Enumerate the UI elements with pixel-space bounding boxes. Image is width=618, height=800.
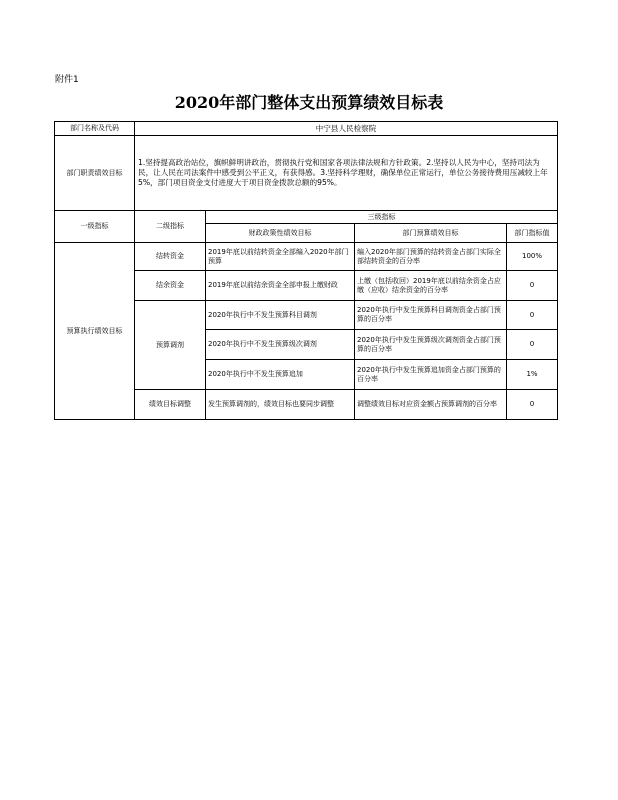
- value-cell: 1%: [507, 360, 558, 390]
- dept-row: [55, 122, 558, 136]
- policy-cell: 2020年执行中不发生预算科目调剂: [206, 301, 355, 330]
- budget-cell: 2020年执行中发生预算级次调剂资金占部门预算的百分率: [355, 330, 507, 360]
- performance-table: [54, 121, 558, 420]
- value-cell: 100%: [507, 243, 558, 271]
- budget-cell: 2020年执行中发生预算追加资金占部门预算的百分率: [355, 360, 507, 390]
- budget-cell: 2020年执行中发生预算科目调剂资金占部门预算的百分率: [355, 301, 507, 330]
- table-row: [55, 243, 558, 271]
- policy-cell: 2020年执行中不发生预算级次调剂: [206, 330, 355, 360]
- level3-header: 三级指标: [206, 211, 558, 224]
- policy-cell: 发生预算调剂的，绩效目标也要同步调整: [206, 390, 355, 420]
- policy-cell: 2019年底以前结转资金全部编入2020年部门预算: [206, 243, 355, 271]
- budget-cell: 上缴（包括收回）2019年底以前结余资金占应缴（应收）结余资金的百分率: [355, 271, 507, 301]
- policy-header: 财政政策性绩效目标: [206, 224, 355, 243]
- level2-cell: 绩效目标调整: [135, 390, 206, 420]
- value-cell: 0: [507, 390, 558, 420]
- budget-cell: 编入2020年部门预算的结转资金占部门实际全部结转资金的百分率: [355, 243, 507, 271]
- header-row-1: [55, 211, 558, 224]
- budget-header: 部门预算绩效目标: [355, 224, 507, 243]
- value-cell: 0: [507, 271, 558, 301]
- value-cell: 0: [507, 301, 558, 330]
- level2-cell: 结转资金: [135, 243, 206, 271]
- level1-header: 一级指标: [55, 211, 135, 243]
- level2-cell: 结余资金: [135, 271, 206, 301]
- duty-row: [55, 136, 558, 211]
- attachment-label: 附件1: [55, 75, 79, 85]
- duty-label: 部门职责绩效目标: [55, 136, 135, 211]
- duty-text: 1.坚持提高政治站位，旗帜鲜明讲政治，贯彻执行党和国家各项法律法规和方针政策。2.坚持以人民为中心，坚持司法为民，让人民在司法案件中感受到公平正义，有获得感。3.坚持科学理财，确保单位正常运行，单位公务接待费用压减较上年5%，部门项目资金支付进度大于项目资金拨款总额的95%。: [135, 136, 558, 211]
- level2-cell: 预算调剂: [135, 301, 206, 390]
- page-title: 2020年部门整体支出预算绩效目标表: [174, 93, 444, 112]
- level1-cell: 预算执行绩效目标: [55, 243, 135, 420]
- level2-header: 二级指标: [135, 211, 206, 243]
- dept-name-value: 中宁县人民检察院: [135, 122, 558, 136]
- budget-cell: 调整绩效目标对应资金额占预算调剂的百分率: [355, 390, 507, 420]
- dept-name-label: 部门名称及代码: [55, 122, 135, 136]
- value-header: 部门指标值: [507, 224, 558, 243]
- value-cell: 0: [507, 330, 558, 360]
- policy-cell: 2020年执行中不发生预算追加: [206, 360, 355, 390]
- policy-cell: 2019年底以前结余资金全部申报上缴财政: [206, 271, 355, 301]
